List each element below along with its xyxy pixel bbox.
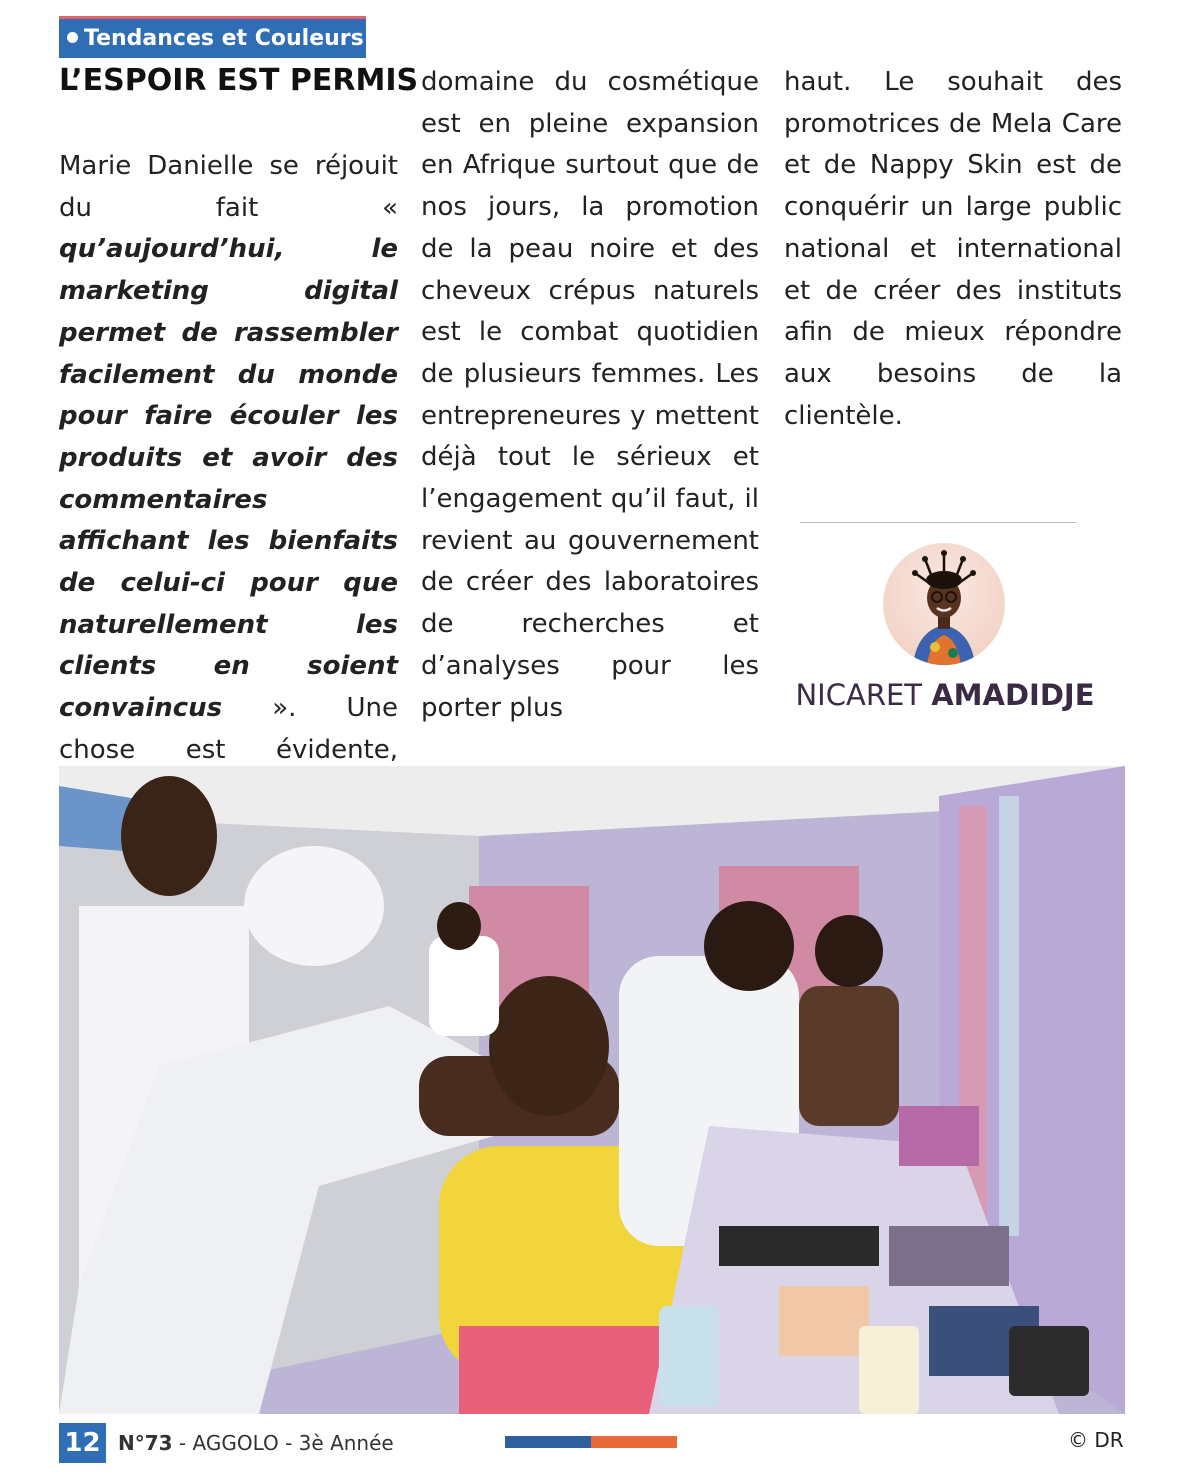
- footer-bar-orange: [591, 1436, 677, 1448]
- article-photo: [59, 766, 1125, 1414]
- column-1-intro: Marie Danielle se réjouit du fait «: [59, 151, 398, 223]
- pull-quote: qu’aujourd’hui, le marketing digital permet de rassembler facilement du monde pour faire écouler les produits et avoir des commentaires affichant les bienfaits de celui-ci pour que naturellement les clients en soient convaincus: [59, 234, 398, 724]
- section-tag-label: Tendances et Couleurs: [84, 26, 364, 51]
- author-last-name: AMADIDJE: [931, 678, 1095, 712]
- footer-bar-blue: [505, 1436, 591, 1448]
- section-tag: [59, 16, 366, 58]
- author-first-name: NICARET: [795, 678, 923, 712]
- author-avatar: [883, 543, 1005, 665]
- issue-info: [118, 1431, 394, 1455]
- divider: [800, 522, 1076, 523]
- issue-details: - AGGOLO - 3è Année: [172, 1431, 394, 1455]
- article-column-2: domaine du cosmétique est en pleine expansion en Afrique surtout que de nos jours, la promotion de la peau noire et des cheveux crépus naturels est le combat quotidien de plusieurs femmes. Les entrepreneures y mettent déjà tout le sérieux et l’engagement qu’il faut, il revient au gouvernement de créer des laboratoires de recherches et d’analyses pour les porter plus: [421, 67, 759, 723]
- article-column-1: [59, 146, 398, 813]
- column-1-after: ». Une chose est évidente,: [59, 693, 398, 765]
- article-column-3: haut. Le souhait des promotrices de Mela Care et de Nappy Skin est de conquérir un large public national et international et de créer des instituts afin de mieux répondre aux besoins de la clientèle.: [784, 67, 1122, 431]
- article-headline: L’ESPOIR EST PERMIS: [59, 63, 419, 98]
- issue-number: N°73: [118, 1431, 173, 1455]
- bullet-icon: [67, 32, 78, 43]
- author-name: [780, 678, 1110, 712]
- page-number: 12: [59, 1423, 106, 1463]
- photo-credit: © DR: [1068, 1428, 1124, 1452]
